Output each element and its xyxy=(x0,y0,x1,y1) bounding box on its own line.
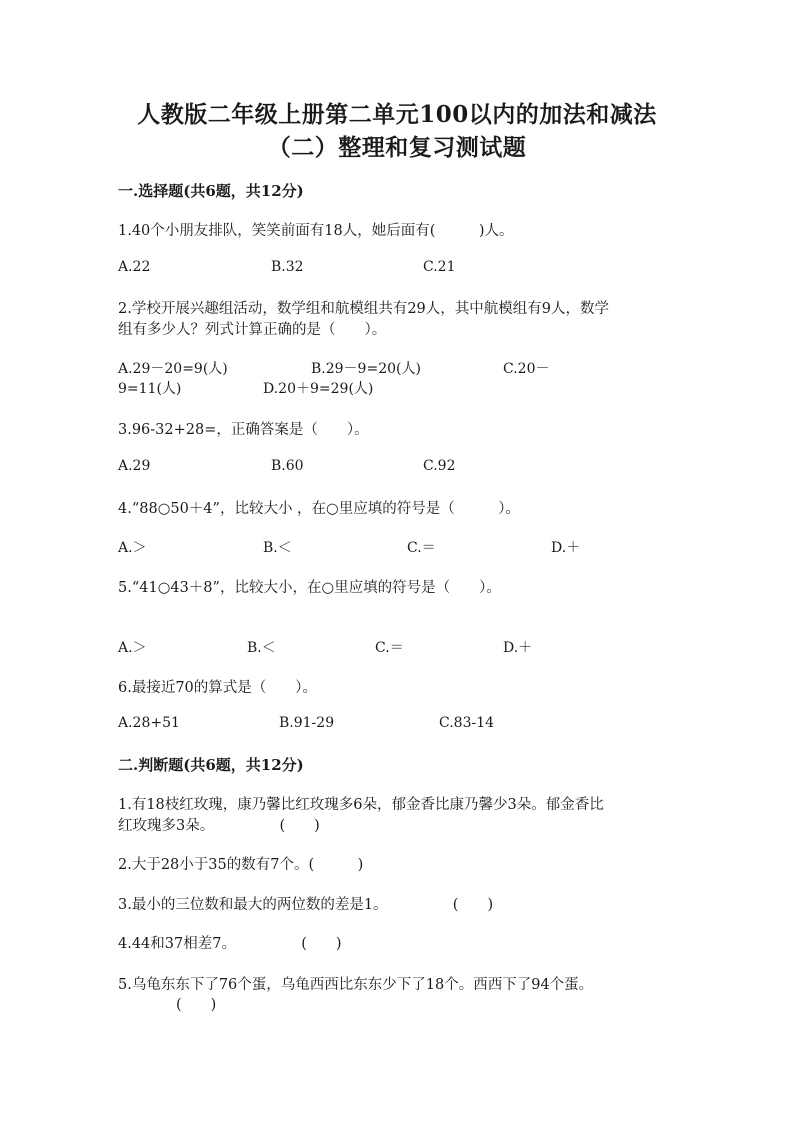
q6-option-a: A.28+51 xyxy=(118,715,180,731)
q5-option-b: B.＜ xyxy=(247,640,276,656)
q3-option-b: B.60 xyxy=(271,458,304,474)
title-line-1: 人教版二年级上册第二单元100以内的加法和减法 xyxy=(137,101,657,128)
q6-option-b: B.91-29 xyxy=(279,715,335,731)
question-6: 6.最接近70的算式是（ ）。 xyxy=(118,680,318,696)
judgment-4: 4.44和37相差7。 ( ) xyxy=(118,936,342,952)
section-heading-judgment: 二.判断题(共6题，共12分) xyxy=(118,756,304,774)
q5-option-d: D.＋ xyxy=(503,640,533,656)
question-1: 1.40个小朋友排队，笑笑前面有18人，她后面有( )人。 xyxy=(118,223,514,239)
q2-option-a: A.29－20=9(人) xyxy=(118,361,228,377)
q4-option-c: C.＝ xyxy=(407,540,436,556)
judgment-1-line-1: 1.有18枝红玫瑰，康乃馨比红玫瑰多6朵，郁金香比康乃馨少3朵。郁金香比 xyxy=(118,797,604,813)
q4-option-d: D.＋ xyxy=(551,540,581,556)
question-2-line-1: 2.学校开展兴趣组活动，数学组和航模组共有29人，其中航模组有9人，数学 xyxy=(118,301,610,317)
q5-option-c: C.＝ xyxy=(375,640,404,656)
judgment-1-line-2: 红玫瑰多3朵。 ( ) xyxy=(118,818,320,834)
q4-option-b: B.＜ xyxy=(263,540,292,556)
judgment-5-line-2: ( ) xyxy=(118,997,217,1013)
question-3: 3.96-32+28=，正确答案是（ ）。 xyxy=(118,422,369,438)
judgment-5-line-1: 5.乌龟东东下了76个蛋，乌龟西西比东东少下了18个。西西下了94个蛋。 xyxy=(118,977,594,993)
section-heading-choice: 一.选择题(共6题，共12分) xyxy=(118,182,304,200)
q2-option-c: C.20－ xyxy=(503,361,550,377)
q2-option-c-cont: 9=11(人) xyxy=(118,381,182,397)
question-2-line-2: 组有多少人？列式计算正确的是（ ）。 xyxy=(118,322,387,338)
title-line-2: （二）整理和复习测试题 xyxy=(267,134,527,161)
judgment-2: 2.大于28小于35的数有7个。( ) xyxy=(118,857,364,873)
q2-option-d: D.20＋9=29(人) xyxy=(263,381,374,397)
q6-option-c: C.83-14 xyxy=(439,715,495,731)
question-5: 5.“41○43＋8”，比较大小，在○里应填的符号是（ ）。 xyxy=(118,580,501,596)
q1-option-a: A.22 xyxy=(118,259,151,275)
q1-option-c: C.21 xyxy=(423,259,456,275)
judgment-3: 3.最小的三位数和最大的两位数的差是1。 ( ) xyxy=(118,897,494,913)
q3-option-c: C.92 xyxy=(423,458,456,474)
question-4: 4.“88○50＋4”，比较大小 ，在○里应填的符号是（ ）。 xyxy=(118,501,520,517)
q1-option-b: B.32 xyxy=(271,259,304,275)
q5-option-a: A.＞ xyxy=(118,640,147,656)
q3-option-a: A.29 xyxy=(118,458,151,474)
q4-option-a: A.＞ xyxy=(118,540,147,556)
q2-option-b: B.29－9=20(人) xyxy=(311,361,421,377)
